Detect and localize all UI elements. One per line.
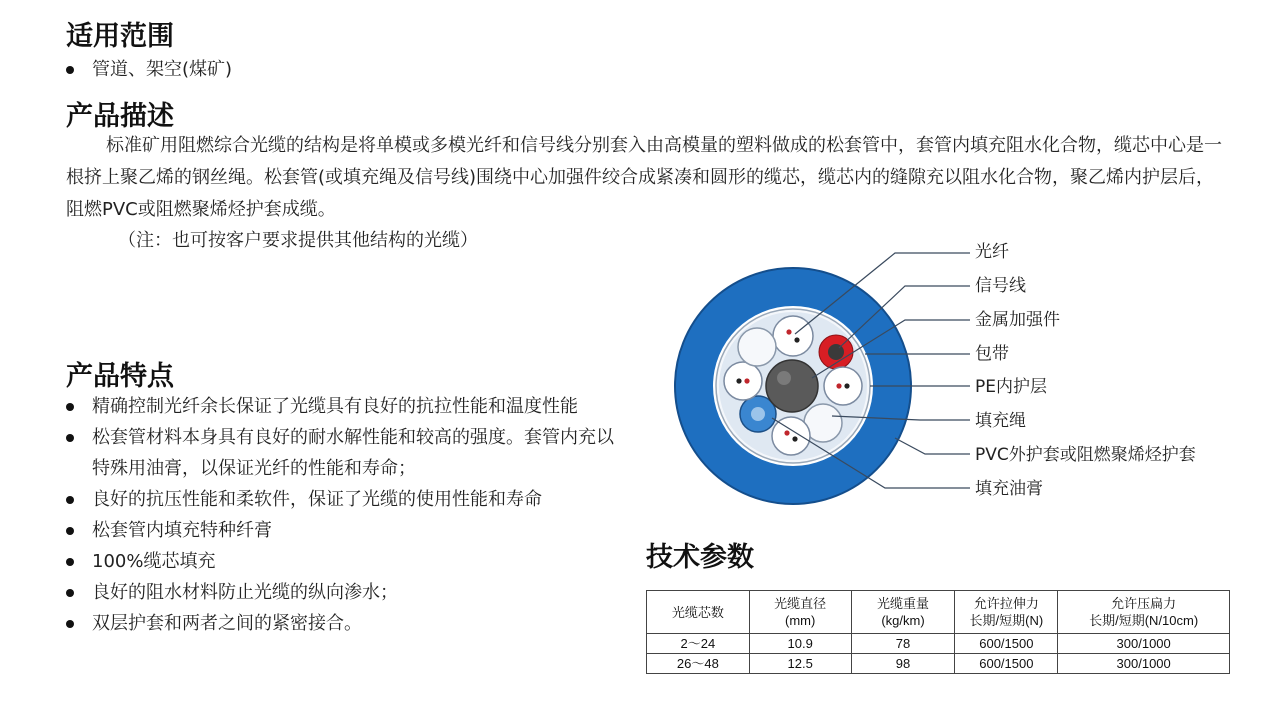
features-title: 产品特点 <box>66 361 174 392</box>
fiber-dot <box>744 378 749 383</box>
header-unit: (kg/km) <box>881 613 925 628</box>
callout-signal-wire: 信号线 <box>975 276 1026 296</box>
scope-title: 适用范围 <box>66 21 174 52</box>
feature-item: 松套管内填充特种纤膏 <box>66 515 616 546</box>
header-tensile <box>955 591 1058 634</box>
table-cell: 78 <box>851 634 955 654</box>
blue-tube-core <box>751 407 765 421</box>
fiber-dot <box>792 436 797 441</box>
table-cell: 10.9 <box>749 634 851 654</box>
header-weight <box>851 591 955 634</box>
feature-item: 100%缆芯填充 <box>66 546 616 577</box>
header-cores <box>647 591 750 634</box>
center-strength-highlight <box>777 371 791 385</box>
table-cell: 300/1000 <box>1058 654 1230 674</box>
fiber-dot <box>844 383 849 388</box>
table-cell: 26～48 <box>647 654 750 674</box>
loose-tube-top <box>773 316 813 356</box>
table-cell: 300/1000 <box>1058 634 1230 654</box>
description-title: 产品描述 <box>66 101 174 132</box>
header-line: 光缆直径 <box>774 596 827 611</box>
signal-wire-core <box>828 344 844 360</box>
header-unit: 长期/短期(N/10cm) <box>1089 613 1199 628</box>
table-cell: 600/1500 <box>955 654 1058 674</box>
callout-pe-inner-sheath: PE内护层 <box>975 377 1047 397</box>
header-unit: 长期/短期(N) <box>969 613 1044 628</box>
table-header-row <box>647 591 1230 634</box>
fiber-dot <box>736 378 741 383</box>
scope-item: 管道、架空(煤矿) <box>66 54 232 85</box>
header-diameter <box>749 591 851 634</box>
fiber-dot <box>836 383 841 388</box>
header-crush <box>1058 591 1230 634</box>
header-line: 光缆重量 <box>876 596 929 611</box>
table-cell: 2～24 <box>647 634 750 654</box>
callout-outer-sheath: PVC外护套或阻燃聚烯烃护套 <box>975 445 1196 465</box>
table-row <box>647 654 1230 674</box>
center-strength-member <box>766 360 818 412</box>
callout-wrapping-tape: 包带 <box>975 344 1009 364</box>
feature-item: 双层护套和两者之间的紧密接合。 <box>66 608 616 639</box>
header-line: 允许拉伸力 <box>973 596 1039 611</box>
fiber-dot <box>784 430 789 435</box>
scope-list <box>66 54 232 85</box>
leader-line <box>895 438 970 454</box>
feature-item: 松套管材料本身具有良好的耐水解性能和较高的强度。套管内充以特殊用油膏，以保证光纤的性能和寿命； <box>66 422 616 484</box>
feature-item: 精确控制光纤余长保证了光缆具有良好的抗拉性能和温度性能 <box>66 391 616 422</box>
table-cell: 12.5 <box>749 654 851 674</box>
header-unit: (mm) <box>785 613 816 628</box>
callout-filler-rope: 填充绳 <box>975 411 1026 431</box>
feature-item: 良好的阻水材料防止光缆的纵向渗水； <box>66 577 616 608</box>
callout-filling-compound: 填充油膏 <box>975 479 1043 499</box>
callout-fiber: 光纤 <box>975 242 1009 262</box>
description-paragraph: 标准矿用阻燃综合光缆的结构是将单模或多模光纤和信号线分别套入由高模量的塑料做成的松套管中，套管内填充阻水化合物，缆芯中心是一根挤上聚乙烯的钢丝绳。松套管(或填充绳及信号线)围绕中心加强件绞合成紧凑和圆形的缆芯，缆芯内的缝隙充以阻水化合物，聚乙烯内护层后，阻燃PVC或阻燃聚烯烃护套成缆。 <box>66 135 1222 220</box>
cable-cross-section-diagram <box>660 236 1280 506</box>
table-cell: 98 <box>851 654 955 674</box>
loose-tube-bottom <box>772 417 810 455</box>
feature-item: 良好的抗压性能和柔软件，保证了光缆的使用性能和寿命 <box>66 484 616 515</box>
fiber-dot <box>786 329 791 334</box>
table-cell: 600/1500 <box>955 634 1058 654</box>
features-list <box>66 391 616 639</box>
loose-tube-right <box>824 367 862 405</box>
loose-tube-left <box>724 362 762 400</box>
filler-rope-upper-left <box>738 328 776 366</box>
description-note: （注：也可按客户要求提供其他结构的光缆） <box>118 230 478 251</box>
tech-params-table <box>646 590 1230 674</box>
header-line: 光缆芯数 <box>671 604 724 620</box>
callout-metal-strength-member: 金属加强件 <box>975 310 1060 330</box>
table-row <box>647 634 1230 654</box>
fiber-dot <box>794 337 799 342</box>
header-line: 允许压扁力 <box>1111 596 1177 611</box>
tech-params-title: 技术参数 <box>646 542 754 573</box>
